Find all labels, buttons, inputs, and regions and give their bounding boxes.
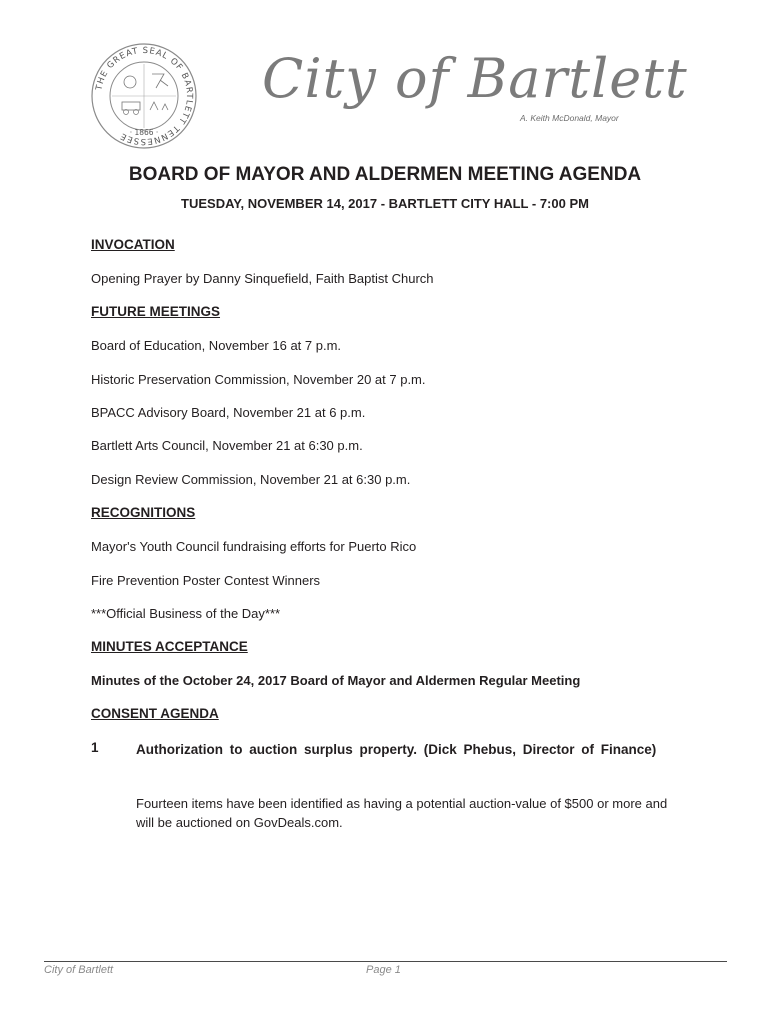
future-meeting-item: Bartlett Arts Council, November 21 at 6:30 p.m.: [91, 438, 363, 453]
meeting-date-location: TUESDAY, NOVEMBER 14, 2017 - BARTLETT CITY HALL - 7:00 PM: [181, 196, 589, 211]
recognition-item: ***Official Business of the Day***: [91, 606, 281, 621]
svg-text:THE GREAT SEAL OF BARTLETT TEN: THE GREAT SEAL OF BARTLETT TENNESSEE: [94, 45, 195, 147]
section-heading-recognitions: RECOGNITIONS: [91, 505, 196, 520]
agenda-item-description: Fourteen items have been identified as having a potential auction-value of $500 or more and will be auctioned on GovDeals.com.: [136, 796, 668, 830]
footer-divider: [44, 961, 727, 962]
future-meeting-item: Design Review Commission, November 21 at 6:30 p.m.: [91, 472, 411, 487]
agenda-item-title: Authorization to auction surplus property. (Dick Phebus, Director of Finance): [136, 742, 657, 757]
section-heading-consent-agenda: CONSENT AGENDA: [91, 706, 219, 721]
mayor-name: A. Keith McDonald, Mayor: [520, 113, 619, 123]
section-heading-future-meetings: FUTURE MEETINGS: [91, 304, 221, 319]
city-name-logotype: City of Bartlett: [262, 47, 688, 110]
invocation-text: Opening Prayer by Danny Sinquefield, Faith Baptist Church: [91, 271, 434, 286]
agenda-item-number: 1: [91, 740, 99, 755]
future-meeting-item: Board of Education, November 16 at 7 p.m.: [91, 338, 342, 353]
page-title: BOARD OF MAYOR AND ALDERMEN MEETING AGENDA: [128, 164, 642, 185]
future-meeting-item: BPACC Advisory Board, November 21 at 6 p.m.: [91, 405, 366, 420]
future-meeting-item: Historic Preservation Commission, November 20 at 7 p.m.: [91, 372, 426, 387]
minutes-item: Minutes of the October 24, 2017 Board of Mayor and Aldermen Regular Meeting: [91, 673, 581, 688]
city-seal-logo: [90, 42, 198, 150]
page-number: Page 1: [366, 964, 401, 976]
section-heading-invocation: INVOCATION: [91, 237, 175, 252]
footer-city-name: City of Bartlett: [44, 964, 114, 976]
section-heading-minutes-acceptance: MINUTES ACCEPTANCE: [91, 639, 248, 654]
recognition-item: Fire Prevention Poster Contest Winners: [91, 573, 321, 588]
recognition-item: Mayor's Youth Council fundraising efforts for Puerto Rico: [91, 539, 417, 554]
svg-text:· 1866 ·: · 1866 ·: [129, 128, 159, 137]
